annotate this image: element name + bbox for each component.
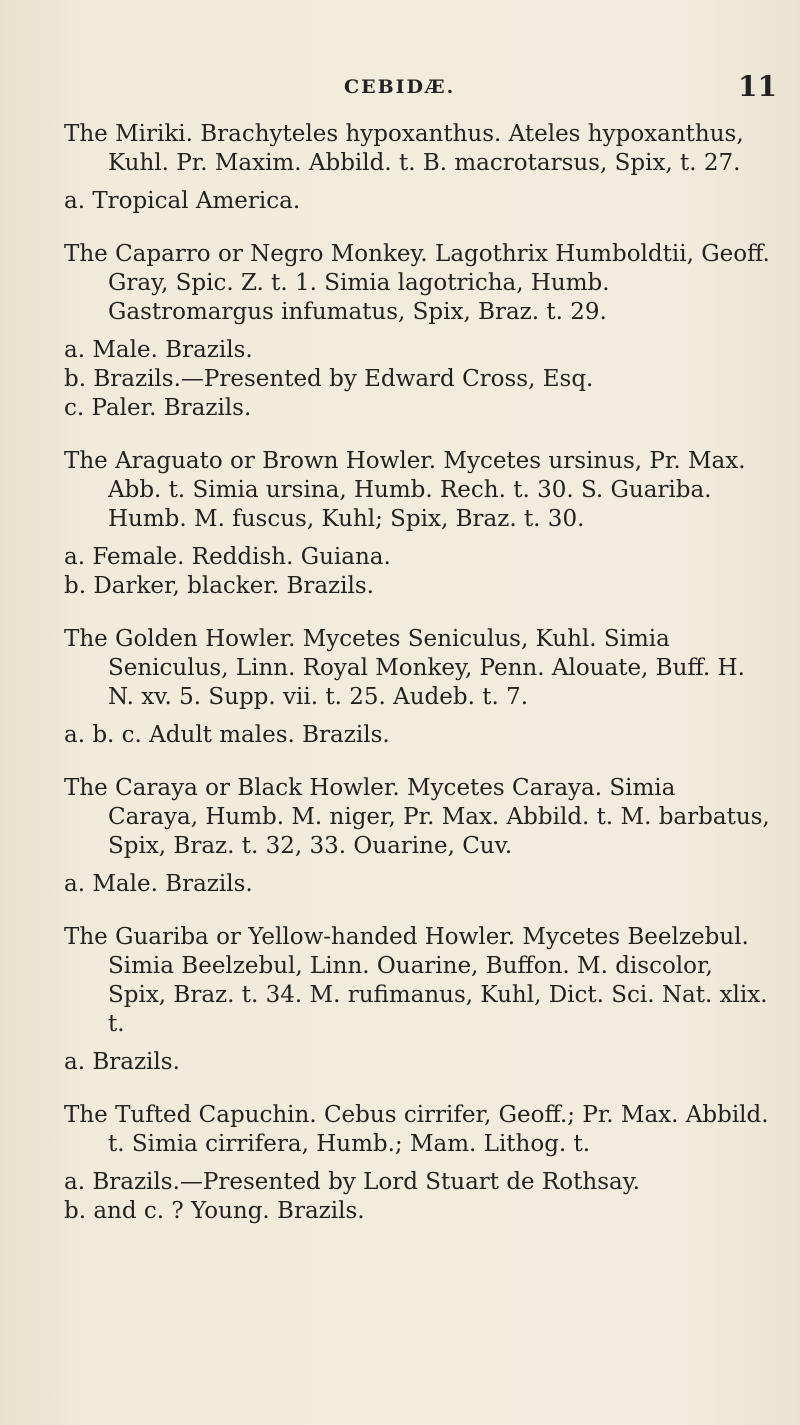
specimen-list xyxy=(64,1168,770,1226)
specimen-item: a. Male. Brazils. xyxy=(64,871,253,897)
entry-tufted-capuchin xyxy=(64,1101,770,1226)
entry-caparro xyxy=(64,240,770,423)
specimen-item: a. Brazils. xyxy=(64,1049,180,1075)
entry-heading: The Caparro or Negro Monkey. Lagothrix Humboldtii, Geoff. Gray, Spic. Z. t. 1. Simia lagotricha, Humb. Gastromargus infumatus, Spix, Braz. t. 29. xyxy=(64,241,770,325)
entry-guariba xyxy=(64,923,770,1077)
specimen-item: b. Brazils.—Presented by Edward Cross, Esq. xyxy=(64,366,594,392)
entry-heading: The Araguato or Brown Howler. Mycetes ursinus, Pr. Max. Abb. t. Simia ursina, Humb. Rech. t. 30. S. Guariba. Humb. M. fuscus, Kuhl; Spix, Braz. t. 30. xyxy=(64,448,746,532)
specimen-list xyxy=(64,721,770,750)
entry-heading: The Tufted Capuchin. Cebus cirrifer, Geoff.; Pr. Max. Abbild. t. Simia cirrifera, Humb.; Mam. Lithog. t. xyxy=(64,1102,769,1157)
specimen-item: a. Tropical America. xyxy=(64,188,301,214)
entry-golden-howler xyxy=(64,625,770,750)
entry-heading: The Guariba or Yellow-handed Howler. Mycetes Beelzebul. Simia Beelzebul, Linn. Ouarine, Buffon. M. discolor, Spix, Braz. t. 34. M. rufimanus, Kuhl, Dict. Sci. Nat. xlix. t. xyxy=(64,924,768,1037)
catalogue-entries xyxy=(64,120,770,1250)
specimen-item: b. Darker, blacker. Brazils. xyxy=(64,573,374,599)
specimen-item: c. Paler. Brazils. xyxy=(64,395,252,421)
entry-caraya xyxy=(64,774,770,899)
running-head xyxy=(0,70,800,106)
specimen-list xyxy=(64,870,770,899)
specimen-item: a. Male. Brazils. xyxy=(64,337,253,363)
entry-heading: The Caraya or Black Howler. Mycetes Caraya. Simia Caraya, Humb. M. niger, Pr. Max. Abbild. t. M. barbatus, Spix, Braz. t. 32, 33. Ouarine, Cuv. xyxy=(64,775,770,859)
specimen-item: b. and c. ? Young. Brazils. xyxy=(64,1198,365,1224)
specimen-item: a. b. c. Adult males. Brazils. xyxy=(64,722,390,748)
entry-heading: The Miriki. Brachyteles hypoxanthus. Ateles hypoxanthus, Kuhl. Pr. Maxim. Abbild. t. B. macrotarsus, Spix, t. 27. xyxy=(64,121,744,176)
entry-miriki xyxy=(64,120,770,216)
specimen-item: a. Brazils.—Presented by Lord Stuart de Rothsay. xyxy=(64,1169,640,1195)
page-number: 11 xyxy=(738,70,777,103)
specimen-list xyxy=(64,1048,770,1077)
running-title: CEBIDÆ. xyxy=(344,76,456,98)
specimen-list xyxy=(64,336,770,423)
entry-heading: The Golden Howler. Mycetes Seniculus, Kuhl. Simia Seniculus, Linn. Royal Monkey, Penn. Alouate, Buff. H. N. xv. 5. Supp. vii. t. 25. Audeb. t. 7. xyxy=(64,626,745,710)
specimen-list xyxy=(64,187,770,216)
specimen-list xyxy=(64,543,770,601)
specimen-item: a. Female. Reddish. Guiana. xyxy=(64,544,391,570)
entry-araguato xyxy=(64,447,770,601)
